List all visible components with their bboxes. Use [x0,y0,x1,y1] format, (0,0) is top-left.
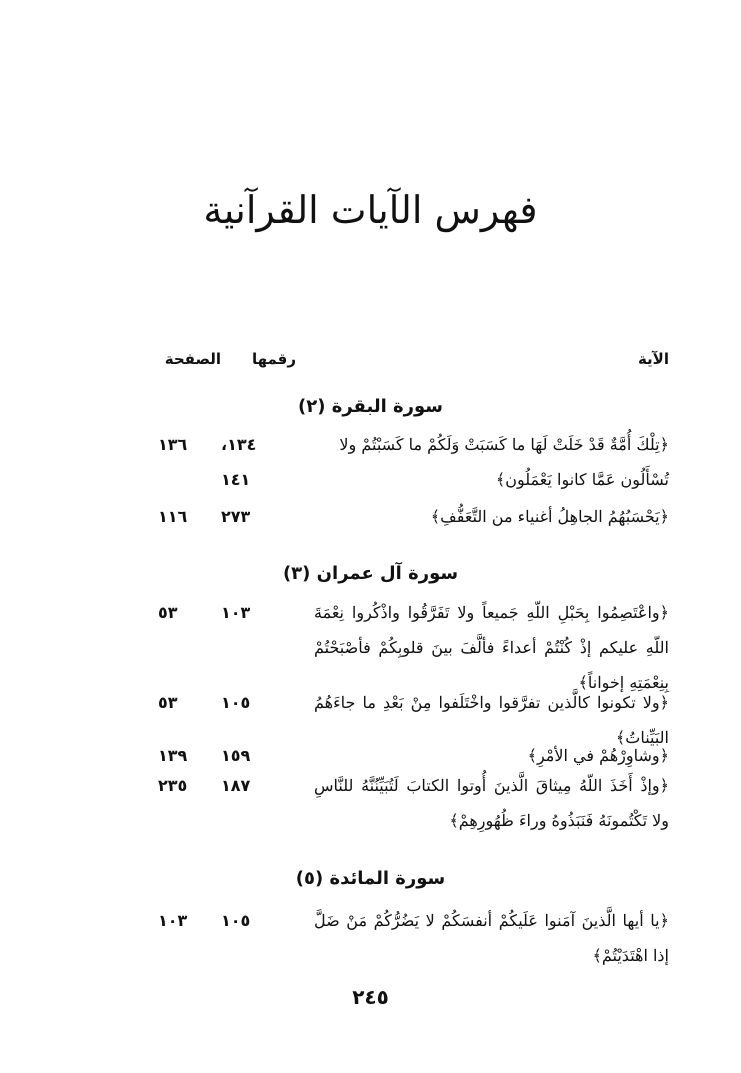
verse-text: ﴿وشاوِرْهُمْ في الأمْرِ﴾ [527,746,669,765]
verse-number: ١٤١ [221,470,251,489]
verse-text: ﴿واعْتَصِمُوا بِحَبْلِ اللّهِ جَميعاً ولا تَفَرَّقُوا واذْكُروا نِعْمَةَ اللّهِ عليكم إذْ كُنْتُمْ أعداءً فألَّفَ بينَ قلوبِكُمْ فأصْبَحْتُمْ بِنِعْمَتِهِ إخواناً﴾ [314,603,669,692]
verse-text: تُسْأَلُون عَمَّا كانوا يَعْمَلُون﴾ [495,470,669,489]
surah-title: سورة آل عمران (٣) [282,563,459,584]
page-ref: ١١٦ [158,507,188,526]
page-number: ٢٤٥ [352,985,389,1009]
page-ref: ١٠٣ [158,911,188,930]
verse-number: ١٨٧ [221,776,251,795]
verse-number: ١٣٤، [221,435,257,454]
page-title: فهرس الآيات القرآنية [203,188,538,232]
header-number: رقمها [251,350,296,368]
surah-title: سورة البقرة (٢) [297,396,444,417]
page-ref: ٥٣ [158,603,178,622]
header-page: الصفحة [164,350,221,368]
verse-number: ١٥٩ [221,746,251,765]
page-ref: ١٣٩ [158,746,188,765]
verse-text: ﴿يَحْسَبُهُمُ الجاهِلُ أغنياء من التَّعَفُّفِ﴾ [430,507,669,526]
verse-text: ﴿تِلْكَ أُمَّةٌ قَدْ خَلَتْ لَهَا ما كَسَبَتْ وَلَكُمْ ما كَسَبْتُمْ ولا [339,435,669,454]
verse-text: ﴿ولا تكونوا كالَّذين تفرَّقوا واخْتَلَفوا مِنْ بَعْدِ ما جاءَهُمُ البَيِّناتُ﴾ [314,693,669,747]
verse-text: ﴿وإذْ أَخَذَ اللّهُ مِيثاقَ الَّذينَ أُوتوا الكتابَ لَتُبَيِّنُنَّهُ للنَّاسِ ولا تَكْتُمونَهُ فَنَبَذُوهُ وراءَ ظُهُورِهِمْ﴾ [314,776,669,830]
header-verse: الآية [637,350,669,368]
verse-number: ١٠٥ [221,911,251,930]
surah-title: سورة المائدة (٥) [295,868,446,889]
verse-number: ٢٧٣ [221,507,251,526]
verse-text: ﴿يا أيها الَّذينَ آمَنوا عَلَيكُمْ أنفسَكُمْ لا يَضُرُّكُمْ مَنْ ضَلَّ إذا اهْتَدَيْتُمْ﴾ [314,911,669,965]
verse-number: ١٠٥ [221,693,251,712]
index-header [0,350,741,374]
verse-number: ١٠٣ [221,603,251,622]
page-ref: ٥٣ [158,693,178,712]
page-ref: ٢٣٥ [158,776,188,795]
page-ref: ١٣٦ [158,435,188,454]
